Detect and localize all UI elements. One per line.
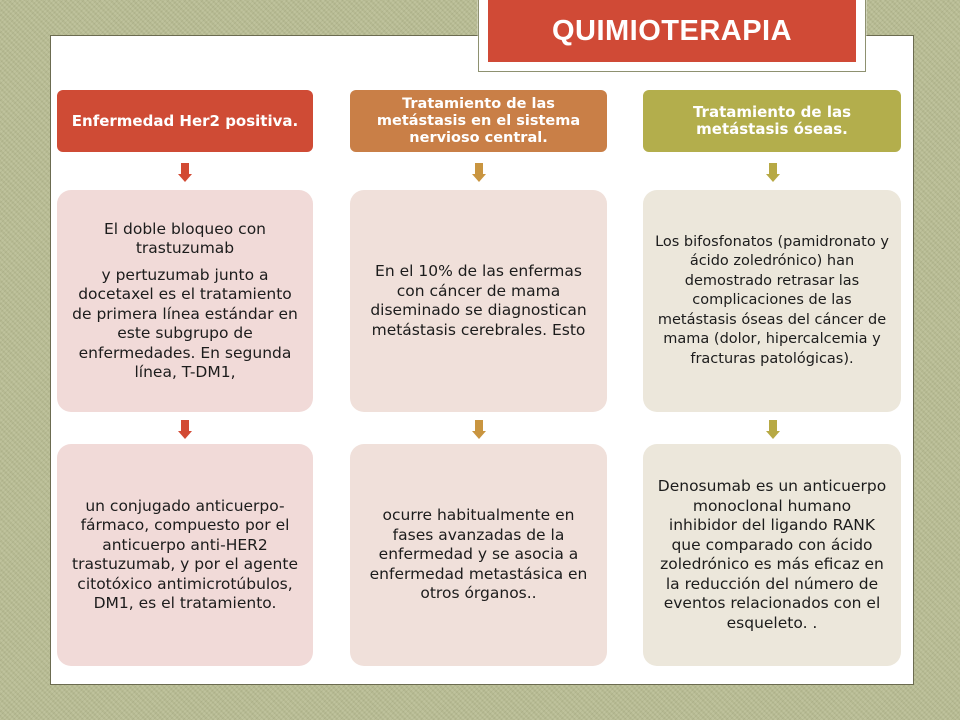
title-banner (488, 0, 856, 62)
column-header-her2 (57, 90, 313, 152)
card-text: En el 10% de las enfermas con cáncer de mama diseminado se diagnostican metástasis cerebrales. Esto (370, 262, 587, 339)
down-arrow-icon (766, 420, 780, 440)
info-card-snc-2 (350, 444, 607, 666)
column-header-oseas (643, 90, 901, 152)
down-arrow-icon (766, 163, 780, 183)
info-card-oseas-2 (643, 444, 901, 666)
down-arrow-icon (178, 420, 192, 440)
card-text: y pertuzumab junto a docetaxel es el tratamiento de primera línea estándar en este subgrupo de enfermedades. En segunda línea, T-DM1, (72, 265, 298, 381)
card-text: Los bifosfonatos (pamidronato y ácido zoledrónico) han demostrado retrasar las complicaciones de las metástasis óseas del cáncer de mama (dolor, hipercalcemia y fracturas patológicas). (655, 233, 889, 367)
column-header-label: Enfermedad Her2 positiva. (71, 111, 299, 130)
info-card-her2-2 (57, 444, 313, 666)
column-header-snc (350, 90, 607, 152)
card-text: un conjugado anticuerpo-fármaco, compuesto por el anticuerpo anti-HER2 trastuzumab, y por el agente citotóxico antimicrotúbulos, DM1, es el tratamiento. (72, 496, 298, 612)
down-arrow-icon (472, 420, 486, 440)
column-header-label: Tratamiento de las metástasis óseas. (692, 103, 852, 138)
info-card-her2-1 (57, 190, 313, 412)
info-card-oseas-1 (643, 190, 901, 412)
column-header-label: Tratamiento de las metástasis en el sistema nervioso central. (376, 95, 581, 146)
info-card-snc-1 (350, 190, 607, 412)
card-text-line: El doble bloqueo con trastuzumab (103, 219, 267, 257)
slide-title: QUIMIOTERAPIA (551, 14, 793, 47)
down-arrow-icon (178, 163, 192, 183)
card-text: ocurre habitualmente en fases avanzadas de la enfermedad y se asocia a enfermedad metastásica en otros órganos.. (369, 506, 588, 603)
down-arrow-icon (472, 163, 486, 183)
card-text: Denosumab es un anticuerpo monoclonal humano inhibidor del ligando RANK que comparado con ácido zoledrónico es más eficaz en la reducción del número de eventos relacionados con el esqueleto. . (657, 477, 887, 632)
